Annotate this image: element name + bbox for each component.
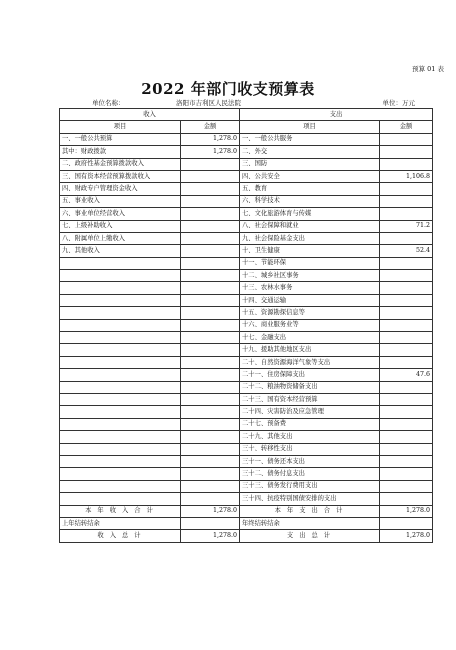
table-row <box>60 245 433 257</box>
table-row <box>60 468 433 480</box>
income-item-cell <box>60 282 181 294</box>
expense-amount-cell <box>380 381 433 393</box>
expense-item-cell: 五、教育 <box>240 183 380 195</box>
expense-amount-cell <box>380 493 433 505</box>
income-amount-cell <box>181 381 240 393</box>
income-item-cell: 一、一般公共预算 <box>60 133 181 145</box>
unit-label: 单位名称： <box>92 99 125 107</box>
expense-amount-cell <box>380 319 433 331</box>
expense-amount-cell <box>380 146 433 158</box>
table-row <box>60 455 433 467</box>
income-amount-cell <box>181 406 240 418</box>
income-amount-cell: 1,278.0 <box>181 133 240 145</box>
table-row <box>60 183 433 195</box>
table-row <box>60 195 433 207</box>
expense-item-header: 项目 <box>240 121 380 133</box>
income-item-cell: 九、其他收入 <box>60 245 181 257</box>
income-amount-cell <box>181 232 240 244</box>
expense-item-cell: 八、社会保障和就业 <box>240 220 380 232</box>
income-item-cell <box>60 468 181 480</box>
table-row <box>60 393 433 405</box>
income-item-cell <box>60 332 181 344</box>
table-row <box>60 480 433 492</box>
income-header: 收入 <box>60 109 240 121</box>
income-amount-cell: 1,278.0 <box>181 146 240 158</box>
income-amount-cell <box>181 195 240 207</box>
expense-item-cell: 三、国防 <box>240 158 380 170</box>
table-row <box>60 381 433 393</box>
expense-amount-cell: 1,278.0 <box>380 530 433 542</box>
expense-amount-header: 金额 <box>380 121 433 133</box>
expense-amount-cell <box>380 307 433 319</box>
table-row <box>60 369 433 381</box>
income-amount-cell: 1,278.0 <box>181 530 240 542</box>
table-row <box>60 406 433 418</box>
income-item-cell <box>60 270 181 282</box>
income-amount-cell <box>181 158 240 170</box>
expense-amount-cell <box>380 270 433 282</box>
income-amount-cell <box>181 344 240 356</box>
income-item-header: 项目 <box>60 121 181 133</box>
table-row <box>60 282 433 294</box>
expense-item-cell: 二十四、灾害防治及应急管理 <box>240 406 380 418</box>
income-item-cell: 收 入 总 计 <box>60 530 181 542</box>
income-item-cell: 五、事业收入 <box>60 195 181 207</box>
table-row <box>60 146 433 158</box>
expense-amount-cell <box>380 517 433 529</box>
expense-item-cell: 七、文化旅游体育与传媒 <box>240 208 380 220</box>
expense-item-cell: 二十三、国有资本经营预算 <box>240 393 380 405</box>
income-amount-cell <box>181 270 240 282</box>
expense-item-cell: 十二、城乡社区事务 <box>240 270 380 282</box>
income-amount-cell <box>181 443 240 455</box>
expense-item-cell: 二十、自然资源海洋气象等支出 <box>240 356 380 368</box>
income-item-cell <box>60 431 181 443</box>
income-item-cell: 其中：财政拨款 <box>60 146 181 158</box>
expense-amount-cell <box>380 431 433 443</box>
expense-amount-cell: 52.4 <box>380 245 433 257</box>
table-row <box>60 431 433 443</box>
expense-item-cell: 三十一、债务还本支出 <box>240 455 380 467</box>
income-item-cell <box>60 418 181 430</box>
table-body <box>60 133 433 542</box>
income-amount-cell <box>181 257 240 269</box>
table-row <box>60 232 433 244</box>
expense-item-cell: 三十二、债务付息支出 <box>240 468 380 480</box>
income-item-cell: 三、国有资本经营预算拨款收入 <box>60 170 181 182</box>
expense-item-cell: 三十三、债务发行费用支出 <box>240 480 380 492</box>
expense-item-cell: 一、一般公共服务 <box>240 133 380 145</box>
income-item-cell <box>60 294 181 306</box>
section-header-row <box>60 109 433 121</box>
currency-label: 单位：万元 <box>382 99 415 107</box>
page-title: 2022 年部门收支预算表 <box>141 80 315 98</box>
expense-amount-cell <box>380 208 433 220</box>
table-row <box>60 307 433 319</box>
expense-amount-cell <box>380 257 433 269</box>
income-amount-cell <box>181 183 240 195</box>
expense-item-cell: 十、卫生健康 <box>240 245 380 257</box>
income-amount-cell <box>181 393 240 405</box>
income-amount-cell <box>181 208 240 220</box>
income-item-cell <box>60 480 181 492</box>
expense-amount-cell <box>380 356 433 368</box>
income-item-cell <box>60 307 181 319</box>
income-amount-header: 金额 <box>181 121 240 133</box>
expense-amount-cell <box>380 133 433 145</box>
expense-item-cell: 十五、资源勘探信息等 <box>240 307 380 319</box>
expense-amount-cell <box>380 282 433 294</box>
income-amount-cell <box>181 332 240 344</box>
income-item-cell <box>60 406 181 418</box>
income-item-cell: 二、政府性基金预算拨款收入 <box>60 158 181 170</box>
income-item-cell: 上年结转结余 <box>60 517 181 529</box>
expense-item-cell: 十三、农林水事务 <box>240 282 380 294</box>
expense-amount-cell <box>380 443 433 455</box>
total-row <box>60 530 433 542</box>
expense-amount-cell <box>380 332 433 344</box>
expense-amount-cell: 1,106.8 <box>380 170 433 182</box>
income-item-cell <box>60 381 181 393</box>
income-item-cell <box>60 393 181 405</box>
income-item-cell <box>60 356 181 368</box>
table-row <box>60 133 433 145</box>
table-row <box>60 294 433 306</box>
table-row <box>60 158 433 170</box>
income-item-cell <box>60 344 181 356</box>
expense-item-cell: 三十四、抗疫特别国债安排的支出 <box>240 493 380 505</box>
income-amount-cell <box>181 294 240 306</box>
expense-amount-cell <box>380 232 433 244</box>
expense-amount-cell <box>380 406 433 418</box>
expense-item-cell: 二十七、预备费 <box>240 418 380 430</box>
expense-item-cell: 六、科学技术 <box>240 195 380 207</box>
budget-table <box>59 108 433 543</box>
income-item-cell: 八、附属单位上缴收入 <box>60 232 181 244</box>
total-row <box>60 505 433 517</box>
expense-amount-cell <box>380 158 433 170</box>
income-amount-cell <box>181 282 240 294</box>
income-amount-cell <box>181 220 240 232</box>
table-row <box>60 344 433 356</box>
income-item-cell <box>60 493 181 505</box>
expense-item-cell: 二十九、其他支出 <box>240 431 380 443</box>
table-row <box>60 220 433 232</box>
table-row <box>60 319 433 331</box>
income-amount-cell <box>181 468 240 480</box>
expense-amount-cell <box>380 468 433 480</box>
table-row <box>60 356 433 368</box>
table-row <box>60 257 433 269</box>
income-item-cell: 六、事业单位经营收入 <box>60 208 181 220</box>
expense-amount-cell <box>380 195 433 207</box>
table-row <box>60 418 433 430</box>
table-row <box>60 443 433 455</box>
expense-item-cell: 十九、援助其他地区支出 <box>240 344 380 356</box>
income-item-cell: 本 年 收 入 合 计 <box>60 505 181 517</box>
income-amount-cell <box>181 307 240 319</box>
income-amount-cell <box>181 245 240 257</box>
income-amount-cell <box>181 356 240 368</box>
income-amount-cell <box>181 493 240 505</box>
income-amount-cell: 1,278.0 <box>181 505 240 517</box>
unit-name: 洛阳市吉利区人民法院 <box>176 99 241 107</box>
income-amount-cell <box>181 517 240 529</box>
table-row <box>60 208 433 220</box>
expense-amount-cell: 47.6 <box>380 369 433 381</box>
table-row <box>60 332 433 344</box>
column-header-row <box>60 121 433 133</box>
income-item-cell: 四、财政专户管理资金收入 <box>60 183 181 195</box>
expense-amount-cell <box>380 393 433 405</box>
expense-item-cell: 年终结转结余 <box>240 517 380 529</box>
income-amount-cell <box>181 319 240 331</box>
expense-item-cell: 支 出 总 计 <box>240 530 380 542</box>
income-amount-cell <box>181 431 240 443</box>
expense-amount-cell <box>380 480 433 492</box>
expense-amount-cell <box>380 294 433 306</box>
expense-header: 支出 <box>240 109 433 121</box>
expense-item-cell: 十一、节能环保 <box>240 257 380 269</box>
expense-item-cell: 三十、转移性支出 <box>240 443 380 455</box>
expense-amount-cell <box>380 418 433 430</box>
income-item-cell <box>60 257 181 269</box>
expense-item-cell: 十四、交通运输 <box>240 294 380 306</box>
expense-item-cell: 二十二、粮油物资储备支出 <box>240 381 380 393</box>
table-row <box>60 170 433 182</box>
expense-item-cell: 本 年 支 出 合 计 <box>240 505 380 517</box>
income-amount-cell <box>181 170 240 182</box>
expense-amount-cell: 1,278.0 <box>380 505 433 517</box>
expense-amount-cell <box>380 344 433 356</box>
table-row <box>60 493 433 505</box>
expense-item-cell: 九、社会保险基金支出 <box>240 232 380 244</box>
expense-item-cell: 十七、金融支出 <box>240 332 380 344</box>
expense-amount-cell <box>380 183 433 195</box>
table-row <box>60 270 433 282</box>
income-item-cell <box>60 443 181 455</box>
expense-amount-cell <box>380 455 433 467</box>
income-amount-cell <box>181 455 240 467</box>
expense-item-cell: 四、公共安全 <box>240 170 380 182</box>
expense-item-cell: 十六、商业服务业等 <box>240 319 380 331</box>
expense-item-cell: 二、外交 <box>240 146 380 158</box>
total-row <box>60 517 433 529</box>
income-item-cell <box>60 369 181 381</box>
income-amount-cell <box>181 480 240 492</box>
income-amount-cell <box>181 418 240 430</box>
income-item-cell <box>60 455 181 467</box>
income-amount-cell <box>181 369 240 381</box>
expense-item-cell: 二十一、住房保障支出 <box>240 369 380 381</box>
income-item-cell <box>60 319 181 331</box>
form-number: 预算 01 表 <box>412 65 444 73</box>
income-item-cell: 七、上级补助收入 <box>60 220 181 232</box>
expense-amount-cell: 71.2 <box>380 220 433 232</box>
